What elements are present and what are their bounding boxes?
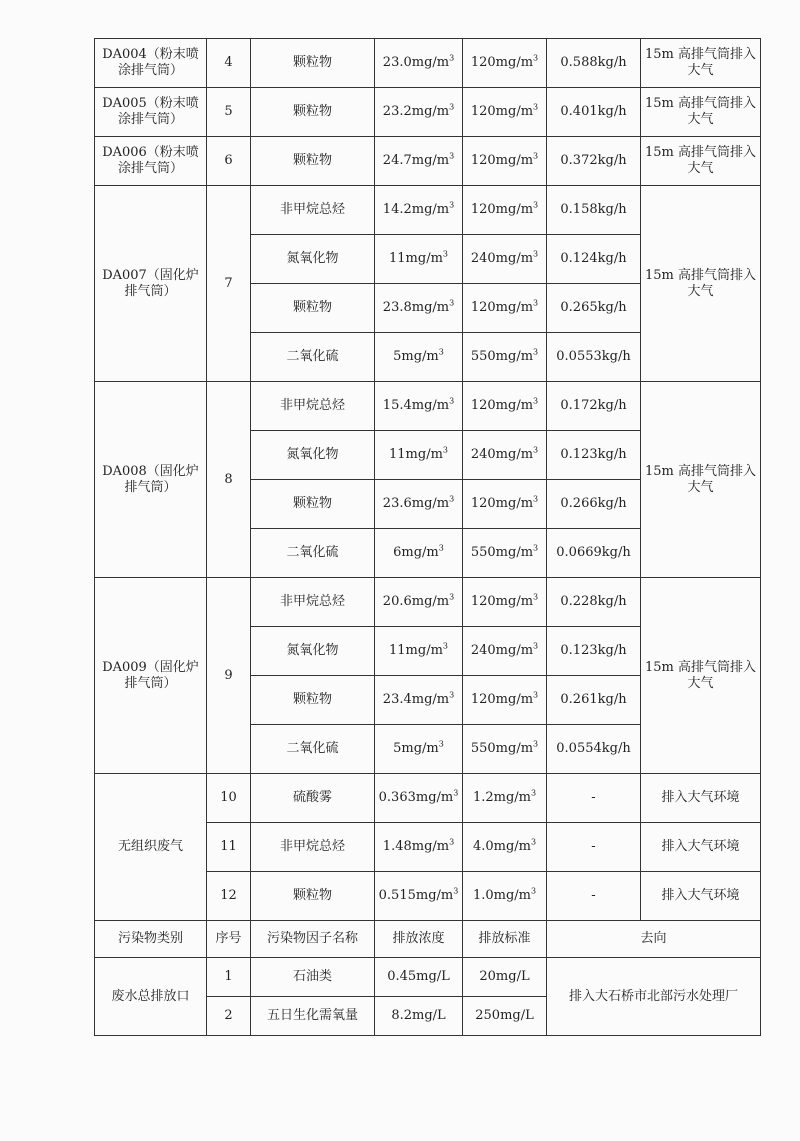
rate-cell: 0.228kg/h — [547, 578, 641, 627]
standard-cell: $240mg/m^3$ — [463, 235, 547, 284]
number-cell: 12 — [207, 872, 251, 921]
concentration-cell: $23.0mg/m^3$ — [375, 39, 463, 88]
standard-cell: $240mg/m^3$ — [463, 627, 547, 676]
destination-cell: 15m 高排气筒排入大气 — [641, 186, 761, 382]
standard-cell: 20mg/L — [463, 958, 547, 997]
emissions-table — [94, 38, 761, 1036]
table-row — [95, 88, 761, 137]
source-cell: DA009（固化炉排气筒） — [95, 578, 207, 774]
table-row — [95, 578, 761, 627]
rate-cell: 0.372kg/h — [547, 137, 641, 186]
destination-cell: 排入大气环境 — [641, 823, 761, 872]
rate-cell: 0.588kg/h — [547, 39, 641, 88]
rate-cell: 0.401kg/h — [547, 88, 641, 137]
pollutant-cell: 非甲烷总烃 — [251, 186, 375, 235]
pollutant-cell: 颗粒物 — [251, 676, 375, 725]
pollutant-cell: 非甲烷总烃 — [251, 823, 375, 872]
header-category: 污染物类别 — [95, 921, 207, 958]
standard-cell: $4.0mg/m^3$ — [463, 823, 547, 872]
source-cell: DA006（粉末喷涂排气筒） — [95, 137, 207, 186]
concentration-cell: $11mg/m^3$ — [375, 235, 463, 284]
table-row — [95, 382, 761, 431]
concentration-cell: $11mg/m^3$ — [375, 431, 463, 480]
rate-cell: 0.266kg/h — [547, 480, 641, 529]
concentration-cell: $14.2mg/m^3$ — [375, 186, 463, 235]
number-cell: 8 — [207, 382, 251, 578]
pollutant-cell: 颗粒物 — [251, 137, 375, 186]
rate-cell: - — [547, 774, 641, 823]
header-standard: 排放标准 — [463, 921, 547, 958]
rate-cell: 0.158kg/h — [547, 186, 641, 235]
pollutant-cell: 颗粒物 — [251, 88, 375, 137]
concentration-cell: $6mg/m^3$ — [375, 529, 463, 578]
concentration-cell: $20.6mg/m^3$ — [375, 578, 463, 627]
pollutant-cell: 颗粒物 — [251, 39, 375, 88]
rate-cell: 0.123kg/h — [547, 431, 641, 480]
table-row — [95, 39, 761, 88]
rate-cell: 0.0553kg/h — [547, 333, 641, 382]
table-row — [95, 958, 761, 997]
rate-cell: 0.172kg/h — [547, 382, 641, 431]
pollutant-cell: 硫酸雾 — [251, 774, 375, 823]
header-factor: 污染物因子名称 — [251, 921, 375, 958]
destination-cell: 15m 高排气筒排入大气 — [641, 578, 761, 774]
standard-cell: $120mg/m^3$ — [463, 284, 547, 333]
destination-cell: 15m 高排气筒排入大气 — [641, 382, 761, 578]
standard-cell: $120mg/m^3$ — [463, 39, 547, 88]
pollutant-cell: 颗粒物 — [251, 284, 375, 333]
table-row — [95, 186, 761, 235]
number-cell: 10 — [207, 774, 251, 823]
concentration-cell: $23.4mg/m^3$ — [375, 676, 463, 725]
standard-cell: $550mg/m^3$ — [463, 529, 547, 578]
concentration-cell: $23.8mg/m^3$ — [375, 284, 463, 333]
concentration-cell: $23.2mg/m^3$ — [375, 88, 463, 137]
standard-cell: $550mg/m^3$ — [463, 333, 547, 382]
pollutant-cell: 氮氧化物 — [251, 235, 375, 284]
concentration-cell: 8.2mg/L — [375, 997, 463, 1036]
source-cell: DA007（固化炉排气筒） — [95, 186, 207, 382]
pollutant-cell: 石油类 — [251, 958, 375, 997]
number-cell: 2 — [207, 997, 251, 1036]
pollutant-cell: 氮氧化物 — [251, 431, 375, 480]
pollutant-cell: 氮氧化物 — [251, 627, 375, 676]
number-cell: 7 — [207, 186, 251, 382]
header-concentration: 排放浓度 — [375, 921, 463, 958]
table-row — [95, 774, 761, 823]
concentration-cell: $5mg/m^3$ — [375, 725, 463, 774]
pollutant-cell: 颗粒物 — [251, 480, 375, 529]
rate-cell: - — [547, 823, 641, 872]
destination-cell: 排入大石桥市北部污水处理厂 — [547, 958, 761, 1036]
source-cell: DA008（固化炉排气筒） — [95, 382, 207, 578]
standard-cell: $120mg/m^3$ — [463, 137, 547, 186]
header-number: 序号 — [207, 921, 251, 958]
source-cell: DA005（粉末喷涂排气筒） — [95, 88, 207, 137]
pollutant-cell: 二氧化硫 — [251, 333, 375, 382]
header-destination: 去向 — [547, 921, 761, 958]
destination-cell: 15m 高排气筒排入大气 — [641, 137, 761, 186]
standard-cell: $120mg/m^3$ — [463, 88, 547, 137]
standard-cell: $120mg/m^3$ — [463, 480, 547, 529]
concentration-cell: $5mg/m^3$ — [375, 333, 463, 382]
standard-cell: 250mg/L — [463, 997, 547, 1036]
concentration-cell: $11mg/m^3$ — [375, 627, 463, 676]
standard-cell: $1.2mg/m^3$ — [463, 774, 547, 823]
pollutant-cell: 非甲烷总烃 — [251, 578, 375, 627]
number-cell: 11 — [207, 823, 251, 872]
number-cell: 6 — [207, 137, 251, 186]
number-cell: 1 — [207, 958, 251, 997]
standard-cell: $240mg/m^3$ — [463, 431, 547, 480]
rate-cell: 0.0669kg/h — [547, 529, 641, 578]
destination-cell: 15m 高排气筒排入大气 — [641, 39, 761, 88]
pollutant-cell: 五日生化需氧量 — [251, 997, 375, 1036]
wastewater-header-row — [95, 921, 761, 958]
table-row — [95, 137, 761, 186]
standard-cell: $120mg/m^3$ — [463, 676, 547, 725]
destination-cell: 排入大气环境 — [641, 872, 761, 921]
standard-cell: $120mg/m^3$ — [463, 382, 547, 431]
pollutant-cell: 非甲烷总烃 — [251, 382, 375, 431]
concentration-cell: $1.48mg/m^3$ — [375, 823, 463, 872]
standard-cell: $120mg/m^3$ — [463, 578, 547, 627]
source-cell: 无组织废气 — [95, 774, 207, 921]
standard-cell: $550mg/m^3$ — [463, 725, 547, 774]
standard-cell: $120mg/m^3$ — [463, 186, 547, 235]
rate-cell: 0.0554kg/h — [547, 725, 641, 774]
pollutant-cell: 二氧化硫 — [251, 725, 375, 774]
rate-cell: 0.124kg/h — [547, 235, 641, 284]
number-cell: 9 — [207, 578, 251, 774]
concentration-cell: 0.45mg/L — [375, 958, 463, 997]
concentration-cell: $15.4mg/m^3$ — [375, 382, 463, 431]
destination-cell: 排入大气环境 — [641, 774, 761, 823]
rate-cell: 0.123kg/h — [547, 627, 641, 676]
standard-cell: $1.0mg/m^3$ — [463, 872, 547, 921]
number-cell: 4 — [207, 39, 251, 88]
source-cell: DA004（粉末喷涂排气筒） — [95, 39, 207, 88]
rate-cell: - — [547, 872, 641, 921]
concentration-cell: $0.363mg/m^3$ — [375, 774, 463, 823]
pollutant-cell: 颗粒物 — [251, 872, 375, 921]
source-cell: 废水总排放口 — [95, 958, 207, 1036]
pollutant-cell: 二氧化硫 — [251, 529, 375, 578]
destination-cell: 15m 高排气筒排入大气 — [641, 88, 761, 137]
rate-cell: 0.261kg/h — [547, 676, 641, 725]
concentration-cell: $24.7mg/m^3$ — [375, 137, 463, 186]
number-cell: 5 — [207, 88, 251, 137]
concentration-cell: $0.515mg/m^3$ — [375, 872, 463, 921]
concentration-cell: $23.6mg/m^3$ — [375, 480, 463, 529]
rate-cell: 0.265kg/h — [547, 284, 641, 333]
